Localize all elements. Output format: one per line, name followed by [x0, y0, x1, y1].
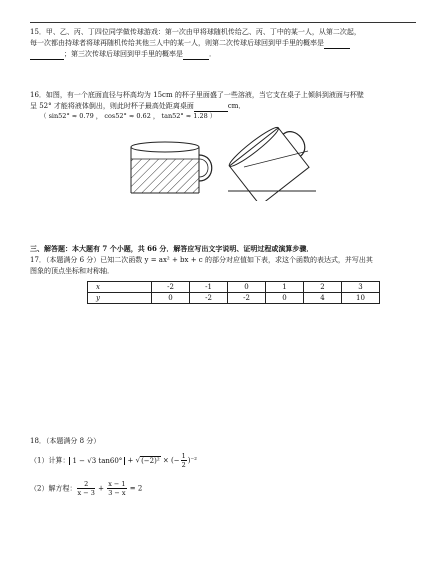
q18-part1: （1）计算： 1 − √3 tan60° + √(−2)² × (− $\frac{1}{2}$ )⁻² [30, 452, 197, 469]
q16-line2-text: 呈 52° 才能将液体倒出，则此时杯子最高处距离桌面 [30, 102, 194, 110]
q15-blank-1[interactable] [324, 40, 350, 49]
q18-abs-term: 1 − √3 tan60° [69, 457, 125, 465]
fraction-denominator: x − 3 [77, 489, 95, 497]
table-cell: 10 [342, 293, 380, 304]
q18-part2-label: （2）解方程： [30, 484, 77, 493]
upright-cup [131, 142, 212, 193]
table-cell: x [88, 282, 152, 293]
q15-line3: ；第三次传球后球回到甲手里的概率是 ． [30, 49, 422, 60]
table-cell: -2 [228, 293, 266, 304]
fraction-denominator: 3 − x [108, 489, 126, 497]
q17-line1: 17．（本题满分 6 分）已知二次函数 y = ax² + bx + c 的部分对应值如下表，求这个函数的表达式，并写出其 [30, 256, 373, 264]
section-3-heading: 三、解答题：本大题有 7 个小题，共 66 分．解答应写出文字说明、证明过程或演算步骤． [30, 244, 314, 253]
fraction-denominator: 2 [181, 461, 186, 469]
table-cell: -2 [152, 282, 190, 293]
fraction-numerator: 1 [181, 452, 186, 460]
question-18-title: 18．（本题满分 8 分） [30, 437, 101, 445]
tilted-cup [226, 121, 318, 201]
cup-figure [120, 121, 320, 201]
table-row-x [88, 282, 380, 293]
q18-fraction-1 [77, 480, 94, 497]
q17-line2: 图象的顶点坐标和对称轴． [30, 267, 114, 275]
q18-half-fraction [181, 452, 187, 469]
q18-plus: + [125, 456, 136, 465]
q15-blank-2[interactable] [30, 51, 64, 60]
q15-blank-3[interactable] [183, 51, 209, 60]
table-cell: y [88, 293, 152, 304]
q18-part2 [30, 480, 142, 497]
q18-exponent: )⁻² [187, 456, 197, 465]
q15-line1: 15．甲、乙、丙、丁四位同学做传球游戏：第一次由甲将球随机传给乙、丙、丁中的某一人，从第二次起， [30, 28, 361, 36]
question-15 [30, 27, 422, 60]
fraction-numerator: x − 1 [108, 480, 126, 488]
table-cell: 2 [304, 282, 342, 293]
q18-equals: = 2 [127, 484, 143, 493]
table-cell: 4 [304, 293, 342, 304]
top-rule [30, 22, 416, 23]
q16-trig-hint: （ sin52° ≈ 0.79 ， cos52° ≈ 0.62 ， tan52° ≈ 1.28 ） [40, 112, 217, 120]
question-16 [30, 90, 422, 112]
q15-line2-text: 每一次都由持球者将球再随机传给其他三人中的某一人，则第二次传球后球回到甲手里的概率是 [30, 39, 324, 47]
q18-part2-plus: + [95, 484, 107, 493]
question-17 [30, 255, 373, 277]
q18-part1-label: （1）计算： [30, 456, 70, 465]
q18-sqrt-term: (−2)² [141, 456, 160, 465]
table-row-y [88, 293, 380, 304]
table-cell: -2 [190, 293, 228, 304]
q15-line3-text: ；第三次传球后球回到甲手里的概率是 [64, 50, 183, 58]
q18-fraction-2 [107, 480, 126, 497]
q15-line2 [30, 38, 422, 49]
table-cell: 0 [266, 293, 304, 304]
table-cell: 1 [266, 282, 304, 293]
q18-times: × (− [160, 456, 180, 465]
q16-unit: cm． [227, 102, 246, 110]
fraction-numerator: 2 [77, 480, 94, 489]
q16-line1: 16．如图，有一个底面直径与杯高均为 15cm 的杯子里面盛了一些溶液，当它支在桌子上倾斜到液面与杯壁 [30, 91, 364, 99]
value-table [87, 281, 380, 304]
table-cell: 0 [152, 293, 190, 304]
table-cell: -1 [190, 282, 228, 293]
table-cell: 0 [228, 282, 266, 293]
table-cell: 3 [342, 282, 380, 293]
